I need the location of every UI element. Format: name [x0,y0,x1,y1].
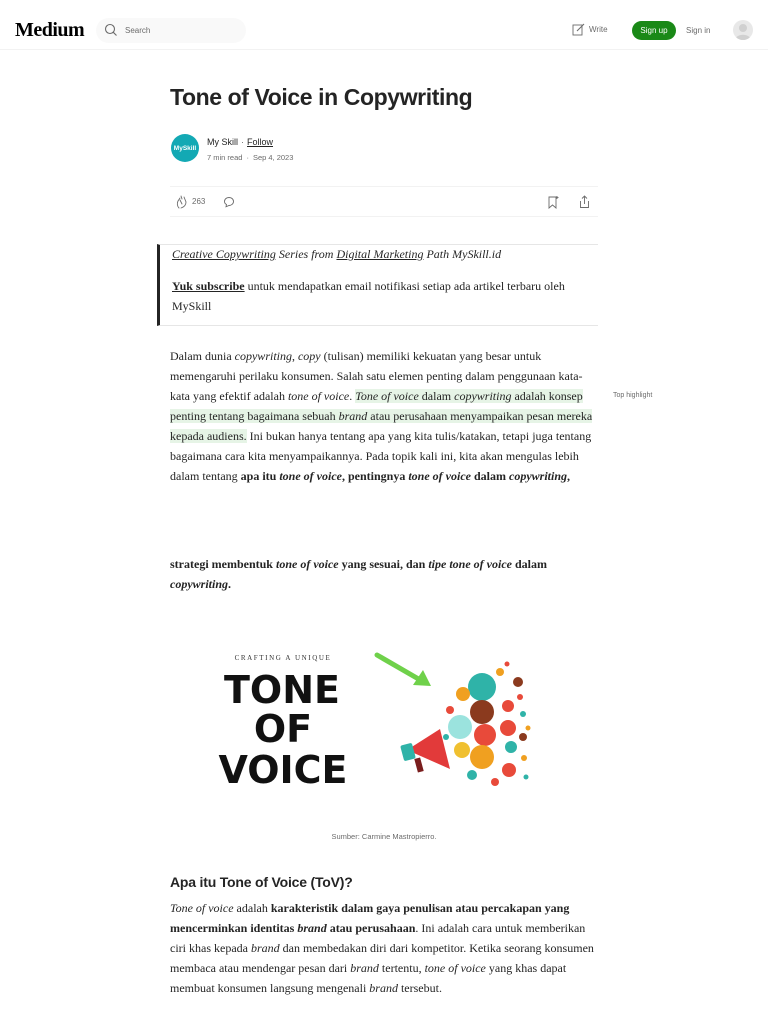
green-arrow-icon [377,655,431,686]
figure-caption: Sumber: Carmine Mastropierro. [331,832,437,841]
quote-text: untuk mendapatkan email notifikasi setiap ada artikel terbaru oleh MySkill [172,279,565,313]
figure-of-text: OF [253,707,313,751]
sign-in-link[interactable]: Sign in [686,26,711,35]
continuation-paragraph: strategi membentuk tone of voice yang sesuai, dan tipe tone of voice dalam copywriting. [170,557,547,591]
article-meta: 7 min read · Sep 4, 2023 [207,153,294,162]
read-time: 7 min read [207,153,243,162]
series-note-quote [157,244,598,326]
top-highlight-label: Top highlight [613,392,653,399]
user-avatar[interactable] [733,20,753,40]
bookmark-icon[interactable] [546,195,559,209]
quote-text: Series from [275,247,337,261]
section-heading: Apa itu Tone of Voice (ToV)? [170,874,353,890]
social-bubbles-icon [443,662,531,787]
author-line: My Skill · Follow [207,137,274,147]
intro-paragraph: Dalam dunia copywriting, copy (tulisan) memiliki kekuatan yang besar untuk memengaruhi perilaku konsumen. Salah satu elemen penting dalam penggunaan kata-kata yang efektif adalah tone of voice. Tone of voice dalam copywriting adalah konsep penting tentang bagaimana sebuah brand atau perusahaan menyampaikan pesan mereka kepada audiens. Ini bukan hanya tentang apa yang kita tulis/katakan, tetapi juga tentang bagaimana cara kita menyampaikannya. Pada topik kali ini, kita akan mengulas lebih dalam tentang apa itu tone of voice, pentingnya tone of voice dalam copywriting, [170,349,593,483]
medium-logo[interactable]: Medium [15,19,85,41]
search-icon [104,23,118,37]
figure-voice-text: VOICE [218,748,348,792]
quote-text: Path MySkill.id [423,247,502,261]
figure-small-text: CRAFTING A UNIQUE [234,654,332,662]
write-button[interactable] [572,23,608,36]
user-silhouette-icon [733,20,753,40]
clap-count: 263 [192,197,206,206]
section-paragraph: Tone of voice adalah karakteristik dalam gaya penulisan atau percakapan yang mencerminkan identitas brand atau perusahaan. Ini adalah cara untuk memberikan ciri khas kepada brand dan membedakan diri dari kompetitor. Ketika seorang konsumen membaca atau mendengar pesan dari brand tertentu, tone of voice yang khas dapat membuat konsumen langsung mengenali brand tersebut. [170,901,594,995]
pencil-icon [572,23,585,36]
follow-link[interactable]: Follow [247,137,274,147]
subscribe-link[interactable]: Yuk subscribe [172,279,245,293]
article-action-bar [170,186,598,217]
figure-tone-text: TONE [224,668,340,712]
comment-icon[interactable] [223,196,235,208]
author-avatar[interactable]: MySkill [171,134,199,162]
top-navigation-bar [0,0,768,50]
clap-icon[interactable] [175,195,189,209]
megaphone-icon [400,729,450,773]
search-input[interactable] [125,22,235,39]
search-box[interactable] [96,18,246,43]
creative-copywriting-link[interactable]: Creative Copywriting [172,247,276,261]
sign-up-button[interactable]: Sign up [632,21,676,40]
highlighted-text[interactable]: Tone of voice dalam copywriting adalah konsep penting tentang bagaimana sebuah brand atau perusahaan menyampaikan pesan mereka kepada audiens. [170,389,593,443]
author-name[interactable]: My Skill [207,137,238,147]
publish-date: Sep 4, 2023 [252,153,294,162]
share-icon[interactable] [578,195,591,209]
write-label: Write [589,25,608,34]
article-title: Tone of Voice in Copywriting [170,84,473,110]
digital-marketing-link[interactable]: Digital Marketing [336,247,424,261]
tone-of-voice-illustration [210,632,540,802]
